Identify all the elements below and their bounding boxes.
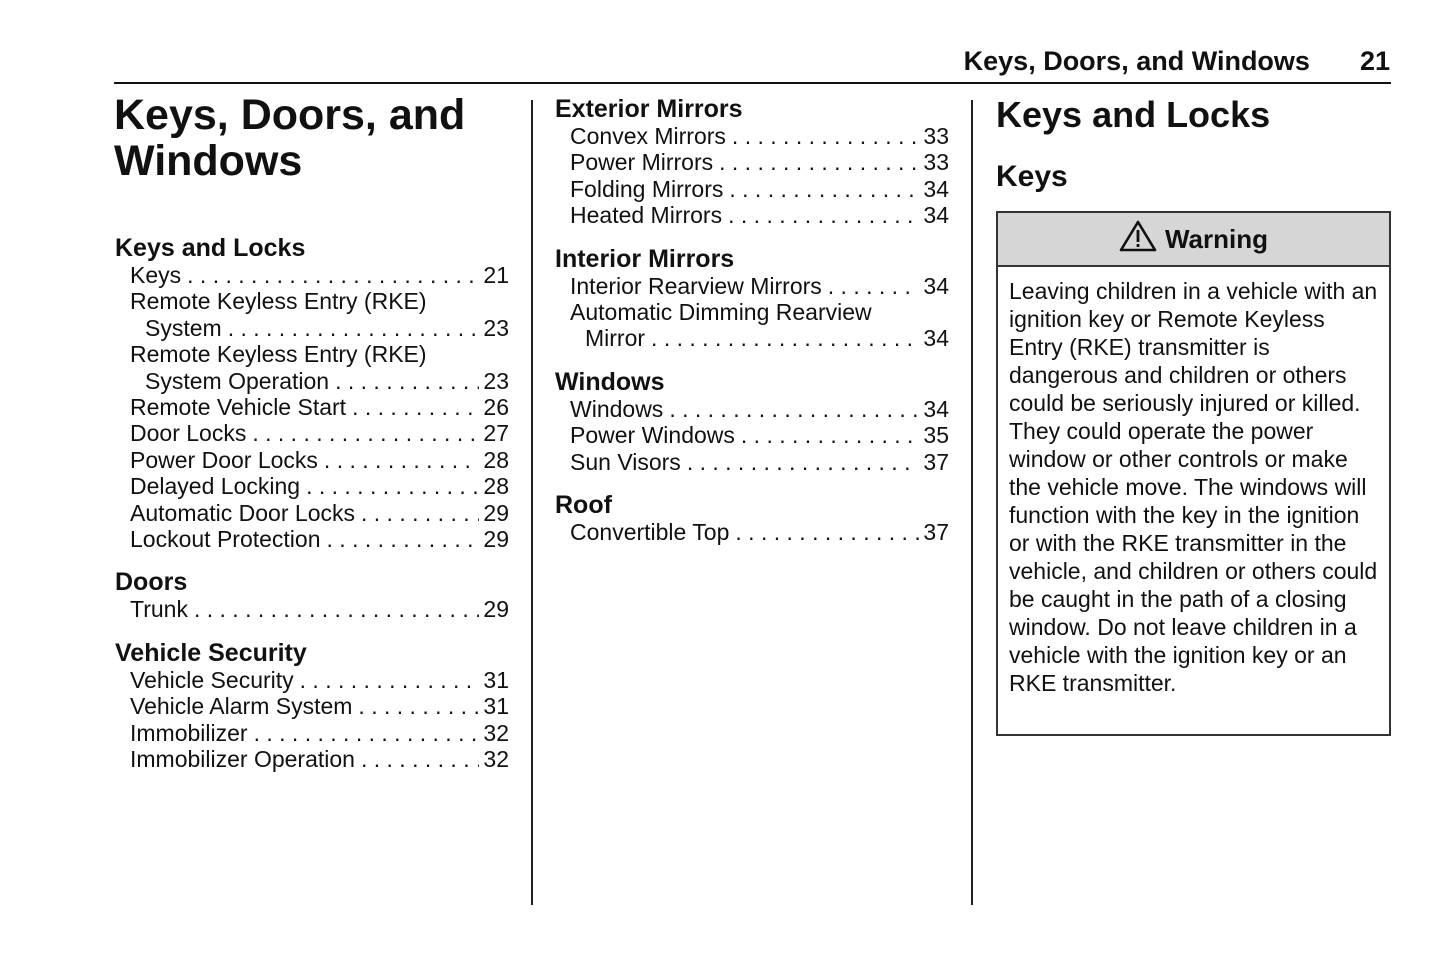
toc-entry-label: Convex Mirrors bbox=[570, 123, 726, 149]
dot-leader bbox=[687, 449, 920, 475]
toc-entry-label: Power Mirrors bbox=[570, 149, 714, 176]
toc-entry-label: Mirror bbox=[585, 325, 646, 352]
toc-column-2 bbox=[555, 95, 949, 561]
toc-entry-page: 33 bbox=[923, 149, 949, 176]
toc-entry[interactable] bbox=[130, 667, 509, 693]
dot-leader bbox=[361, 500, 479, 526]
toc-section bbox=[115, 568, 509, 623]
toc-entry[interactable] bbox=[130, 288, 509, 341]
toc-entry[interactable] bbox=[130, 720, 509, 746]
toc-section-heading[interactable]: Keys and Locks bbox=[115, 234, 306, 262]
toc-entry-page: 33 bbox=[923, 123, 949, 149]
toc-section bbox=[555, 367, 949, 475]
toc-entry-page: 34 bbox=[923, 395, 949, 422]
warning-triangle-icon bbox=[1119, 220, 1165, 259]
toc-entry[interactable] bbox=[570, 396, 949, 422]
toc-entry-label: Power Windows bbox=[570, 422, 735, 449]
toc-entry[interactable] bbox=[130, 262, 509, 288]
toc-entry-label: Keys bbox=[130, 262, 182, 288]
toc-entry[interactable] bbox=[570, 123, 949, 149]
toc-entry-page: 34 bbox=[923, 272, 949, 299]
toc-entry[interactable] bbox=[130, 420, 509, 446]
header-rule bbox=[114, 82, 1391, 84]
dot-leader bbox=[194, 596, 479, 622]
toc-entry-page: 23 bbox=[483, 314, 509, 341]
toc-entry-page: 31 bbox=[483, 693, 509, 720]
dot-leader bbox=[358, 693, 479, 719]
dot-leader bbox=[228, 315, 480, 341]
toc-entry-label: Heated Mirrors bbox=[570, 202, 723, 229]
dot-leader bbox=[741, 422, 920, 448]
toc-column-1 bbox=[115, 234, 509, 789]
toc-entry-label: Vehicle Alarm System bbox=[130, 693, 353, 720]
running-header bbox=[964, 46, 1390, 77]
toc-entry-page: 32 bbox=[483, 746, 509, 773]
dot-leader bbox=[361, 746, 479, 772]
toc-section bbox=[115, 234, 509, 553]
toc-entry-page: 29 bbox=[483, 526, 509, 553]
toc-entry-label: Windows bbox=[570, 395, 664, 422]
section-title: Keys and Locks bbox=[996, 94, 1271, 135]
toc-section-heading[interactable]: Windows bbox=[555, 367, 665, 396]
toc-entry[interactable] bbox=[570, 273, 949, 299]
toc-entry-label-line1: Remote Keyless Entry (RKE) bbox=[130, 288, 427, 315]
toc-entry-label: Interior Rearview Mirrors bbox=[570, 272, 822, 299]
warning-label: Warning bbox=[1164, 223, 1269, 254]
toc-entry[interactable] bbox=[130, 473, 509, 499]
toc-entry-label: Trunk bbox=[130, 596, 188, 623]
page-number: 21 bbox=[1359, 46, 1390, 76]
toc-entry-page: 23 bbox=[483, 367, 509, 394]
toc-entry-label: Folding Mirrors bbox=[570, 175, 724, 202]
toc-entry-label: Convertible Top bbox=[570, 519, 730, 546]
toc-entry-page: 34 bbox=[923, 325, 949, 352]
dot-leader bbox=[729, 176, 919, 202]
toc-section bbox=[555, 244, 949, 352]
toc-section bbox=[115, 638, 509, 773]
toc-entry-page: 37 bbox=[923, 448, 949, 475]
toc-section bbox=[555, 491, 949, 546]
toc-entry[interactable] bbox=[570, 202, 949, 228]
toc-entry-page: 35 bbox=[923, 422, 949, 449]
toc-entry-label: Sun Visors bbox=[570, 448, 681, 475]
toc-entry-page: 26 bbox=[483, 394, 509, 421]
toc-entry-label-line1: Remote Keyless Entry (RKE) bbox=[130, 341, 427, 368]
toc-entry-page: 21 bbox=[483, 262, 509, 288]
toc-entry-label: Automatic Door Locks bbox=[130, 499, 355, 526]
dot-leader bbox=[306, 473, 479, 499]
dot-leader bbox=[735, 519, 919, 545]
toc-entry-page: 37 bbox=[923, 519, 949, 546]
dot-leader bbox=[728, 202, 919, 228]
toc-entry[interactable] bbox=[130, 341, 509, 394]
dot-leader bbox=[327, 526, 480, 552]
toc-entry-page: 29 bbox=[483, 499, 509, 526]
header-section: Keys, Doors, and Windows bbox=[963, 46, 1310, 76]
toc-entry-page: 27 bbox=[483, 420, 509, 447]
toc-entry-page: 31 bbox=[483, 666, 509, 693]
toc-entry-label: Delayed Locking bbox=[130, 473, 301, 500]
dot-leader bbox=[335, 368, 479, 394]
toc-entry[interactable] bbox=[570, 176, 949, 202]
toc-entry[interactable] bbox=[130, 394, 509, 420]
toc-section-heading[interactable]: Roof bbox=[555, 491, 612, 520]
dot-leader bbox=[254, 720, 480, 746]
dot-leader bbox=[651, 325, 919, 351]
toc-entry[interactable] bbox=[130, 693, 509, 719]
toc-entry[interactable] bbox=[130, 596, 509, 622]
dot-leader bbox=[300, 667, 480, 693]
dot-leader bbox=[732, 123, 919, 149]
toc-section-heading[interactable]: Interior Mirrors bbox=[555, 244, 735, 273]
toc-entry-label-line1: Automatic Dimming Rearview bbox=[570, 299, 872, 326]
toc-entry[interactable] bbox=[570, 519, 949, 545]
toc-entry[interactable] bbox=[570, 449, 949, 475]
toc-entry[interactable] bbox=[570, 149, 949, 175]
toc-entry-label: Door Locks bbox=[130, 420, 247, 447]
subsection-title: Keys bbox=[996, 160, 1068, 193]
toc-entry-label: System Operation bbox=[145, 367, 330, 394]
toc-entry[interactable] bbox=[130, 447, 509, 473]
toc-section-heading[interactable]: Vehicle Security bbox=[115, 638, 307, 667]
toc-entry-label: Immobilizer bbox=[130, 719, 248, 746]
column-divider bbox=[971, 100, 973, 905]
chapter-title: Keys, Doors, and Windows bbox=[114, 91, 466, 185]
toc-section-heading[interactable]: Doors bbox=[115, 568, 188, 597]
toc-entry-page: 29 bbox=[483, 596, 509, 623]
dot-leader bbox=[252, 420, 479, 446]
toc-entry[interactable] bbox=[130, 746, 509, 772]
toc-entry-label: Power Door Locks bbox=[130, 446, 318, 473]
dot-leader bbox=[719, 149, 919, 175]
toc-section bbox=[555, 95, 949, 229]
dot-leader bbox=[324, 447, 479, 473]
toc-entry-page: 34 bbox=[923, 202, 949, 229]
toc-entry-page: 28 bbox=[483, 473, 509, 500]
toc-section-heading[interactable]: Exterior Mirrors bbox=[555, 95, 743, 123]
dot-leader bbox=[187, 262, 479, 288]
toc-entry[interactable] bbox=[130, 500, 509, 526]
warning-box bbox=[996, 211, 1391, 736]
dot-leader bbox=[352, 394, 479, 420]
toc-entry-label: Remote Vehicle Start bbox=[130, 394, 347, 421]
toc-entry-label: Lockout Protection bbox=[130, 526, 321, 553]
warning-header bbox=[998, 213, 1389, 267]
toc-entry-label: System bbox=[145, 314, 222, 341]
dot-leader bbox=[828, 273, 920, 299]
toc-entry-page: 34 bbox=[923, 175, 949, 202]
toc-entry-page: 32 bbox=[483, 719, 509, 746]
column-divider bbox=[531, 100, 533, 905]
toc-entry[interactable] bbox=[130, 526, 509, 552]
dot-leader bbox=[669, 396, 919, 422]
toc-entry[interactable] bbox=[570, 422, 949, 448]
toc-entry-page: 28 bbox=[483, 446, 509, 473]
warning-text: Leaving children in a vehicle with an ignition key or Remote Keyless Entry (RKE) transmitter is dangerous and children or others could be seriously injured or killed. They could operate the power window or other controls or make the vehicle move. The windows will function with the key in the ignition or with the RKE transmitter in the vehicle, and children or others could be caught in the path of a closing window. Do not leave children in a vehicle with the ignition key or an RKE transmitter. bbox=[1009, 278, 1378, 696]
toc-entry-label: Vehicle Security bbox=[130, 666, 294, 693]
toc-entry-label: Immobilizer Operation bbox=[130, 746, 355, 773]
toc-entry[interactable] bbox=[570, 299, 949, 352]
